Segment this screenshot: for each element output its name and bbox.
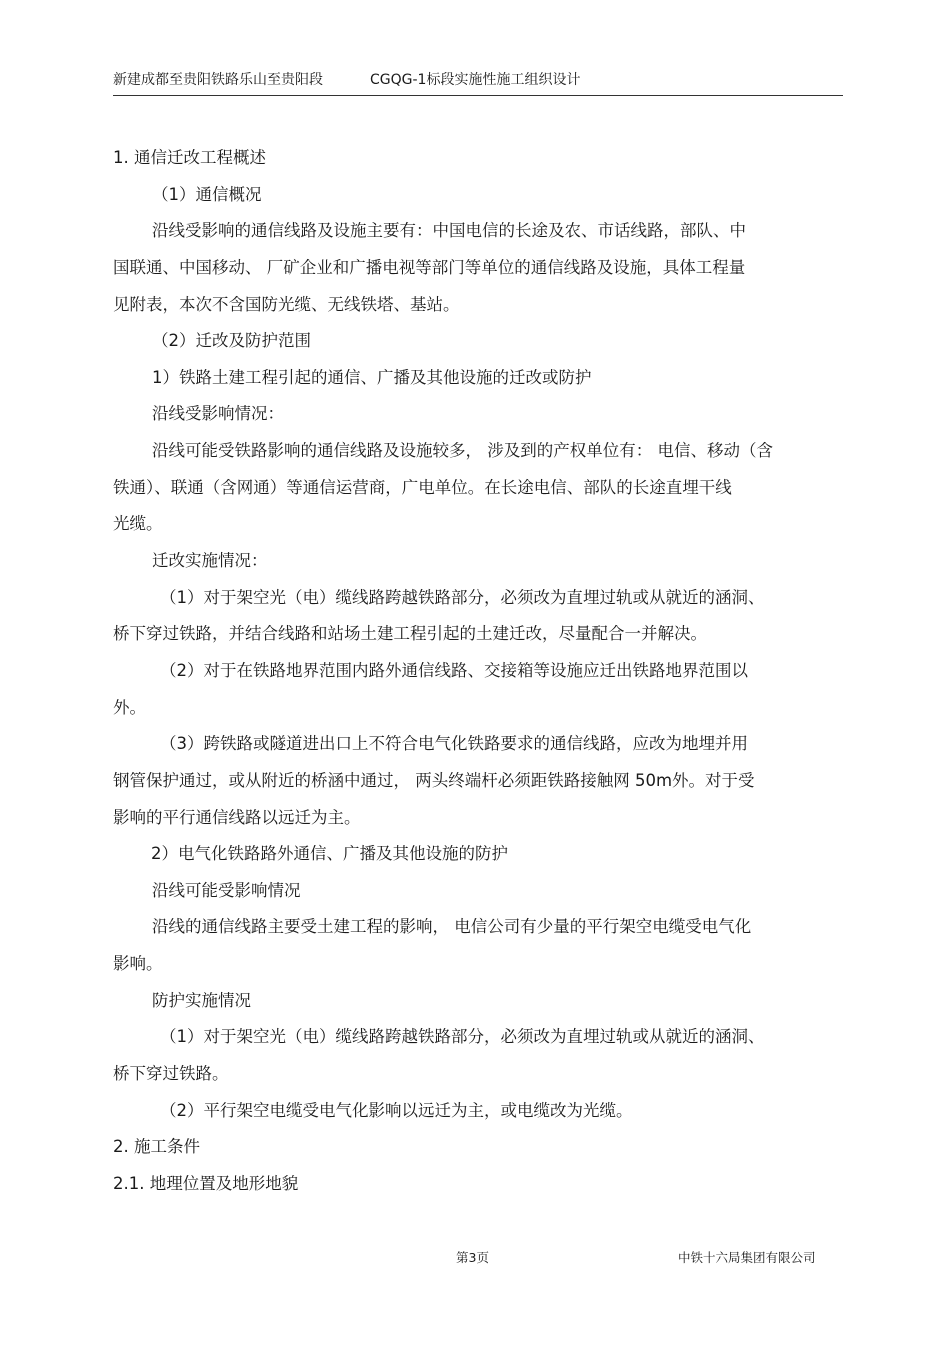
paragraph-line: 铁通）、联通（含网通）等通信运营商，广电单位。在长途电信、部队的长途直埋干线 bbox=[113, 477, 732, 497]
page-header bbox=[113, 68, 843, 96]
paragraph-line: 钢管保护通过，或从附近的桥涵中通过， 两头终端杆必须距铁路接触网 50m外。对于受 bbox=[113, 770, 755, 790]
list-item: （1）对于架空光（电）缆线路跨越铁路部分，必须改为直埋过轨或从就近的涵洞、 bbox=[160, 1027, 765, 1047]
paragraph-line: 国联通、中国移动、 厂矿企业和广播电视等部门等单位的通信线路及设施，具体工程量 bbox=[113, 257, 746, 277]
list-item: （2）平行架空电缆受电气化影响以远迁为主，或电缆改为光缆。 bbox=[160, 1100, 633, 1120]
paragraph-label: 防护实施情况 bbox=[152, 990, 251, 1010]
header-project-title: 新建成都至贵阳铁路乐山至贵阳段 bbox=[113, 72, 323, 88]
list-heading: 2）电气化铁路路外通信、广播及其他设施的防护 bbox=[151, 844, 508, 864]
paragraph-line: 沿线的通信线路主要受土建工程的影响， 电信公司有少量的平行架空电缆受电气化 bbox=[152, 917, 752, 937]
section-heading: 2.1. 地理位置及地形地貌 bbox=[113, 1173, 299, 1193]
section-heading: 1. 通信迁改工程概述 bbox=[113, 148, 266, 167]
paragraph-label: 迁改实施情况： bbox=[152, 551, 268, 571]
list-heading: 1）铁路土建工程引起的通信、广播及其他设施的迁改或防护 bbox=[152, 367, 592, 387]
company-name: 中铁十六局集团有限公司 bbox=[678, 1250, 816, 1265]
paragraph-label: 沿线可能受影响情况 bbox=[152, 880, 301, 900]
section-heading: 2. 施工条件 bbox=[113, 1137, 200, 1157]
paragraph-line: 见附表，本次不含国防光缆、无线铁塔、基站。 bbox=[113, 294, 460, 314]
paragraph-line: 沿线可能受铁路影响的通信线路及设施较多， 涉及到的产权单位有： 电信、移动（含 bbox=[152, 441, 773, 461]
subsection-heading: （1）通信概况 bbox=[152, 184, 262, 204]
paragraph-line: 外。 bbox=[113, 697, 146, 717]
subsection-heading: （2）迁改及防护范围 bbox=[152, 331, 311, 351]
document-body bbox=[113, 146, 843, 1209]
list-item: （1）对于架空光（电）缆线路跨越铁路部分，必须改为直埋过轨或从就近的涵洞、 bbox=[160, 587, 765, 607]
header-document-title: CGQG-1标段实施性施工组织设计 bbox=[370, 72, 581, 88]
page-number: 第3页 bbox=[456, 1250, 489, 1265]
paragraph-line: 影响。 bbox=[113, 954, 163, 974]
paragraph-line: 桥下穿过铁路。 bbox=[113, 1064, 229, 1084]
paragraph-line: 光缆。 bbox=[113, 514, 163, 534]
paragraph-label: 沿线受影响情况： bbox=[152, 404, 284, 424]
list-item: （3）跨铁路或隧道进出口上不符合电气化铁路要求的通信线路，应改为地埋并用 bbox=[160, 734, 748, 754]
paragraph-line: 沿线受影响的通信线路及设施主要有：中国电信的长途及农、市话线路，部队、中 bbox=[152, 221, 746, 241]
paragraph-line: 桥下穿过铁路，并结合线路和站场土建工程引起的土建迁改，尽量配合一并解决。 bbox=[113, 624, 707, 644]
paragraph-line: 影响的平行通信线路以远迁为主。 bbox=[113, 807, 361, 827]
list-item: （2）对于在铁路地界范围内路外通信线路、交接箱等设施应迁出铁路地界范围以 bbox=[160, 660, 748, 680]
